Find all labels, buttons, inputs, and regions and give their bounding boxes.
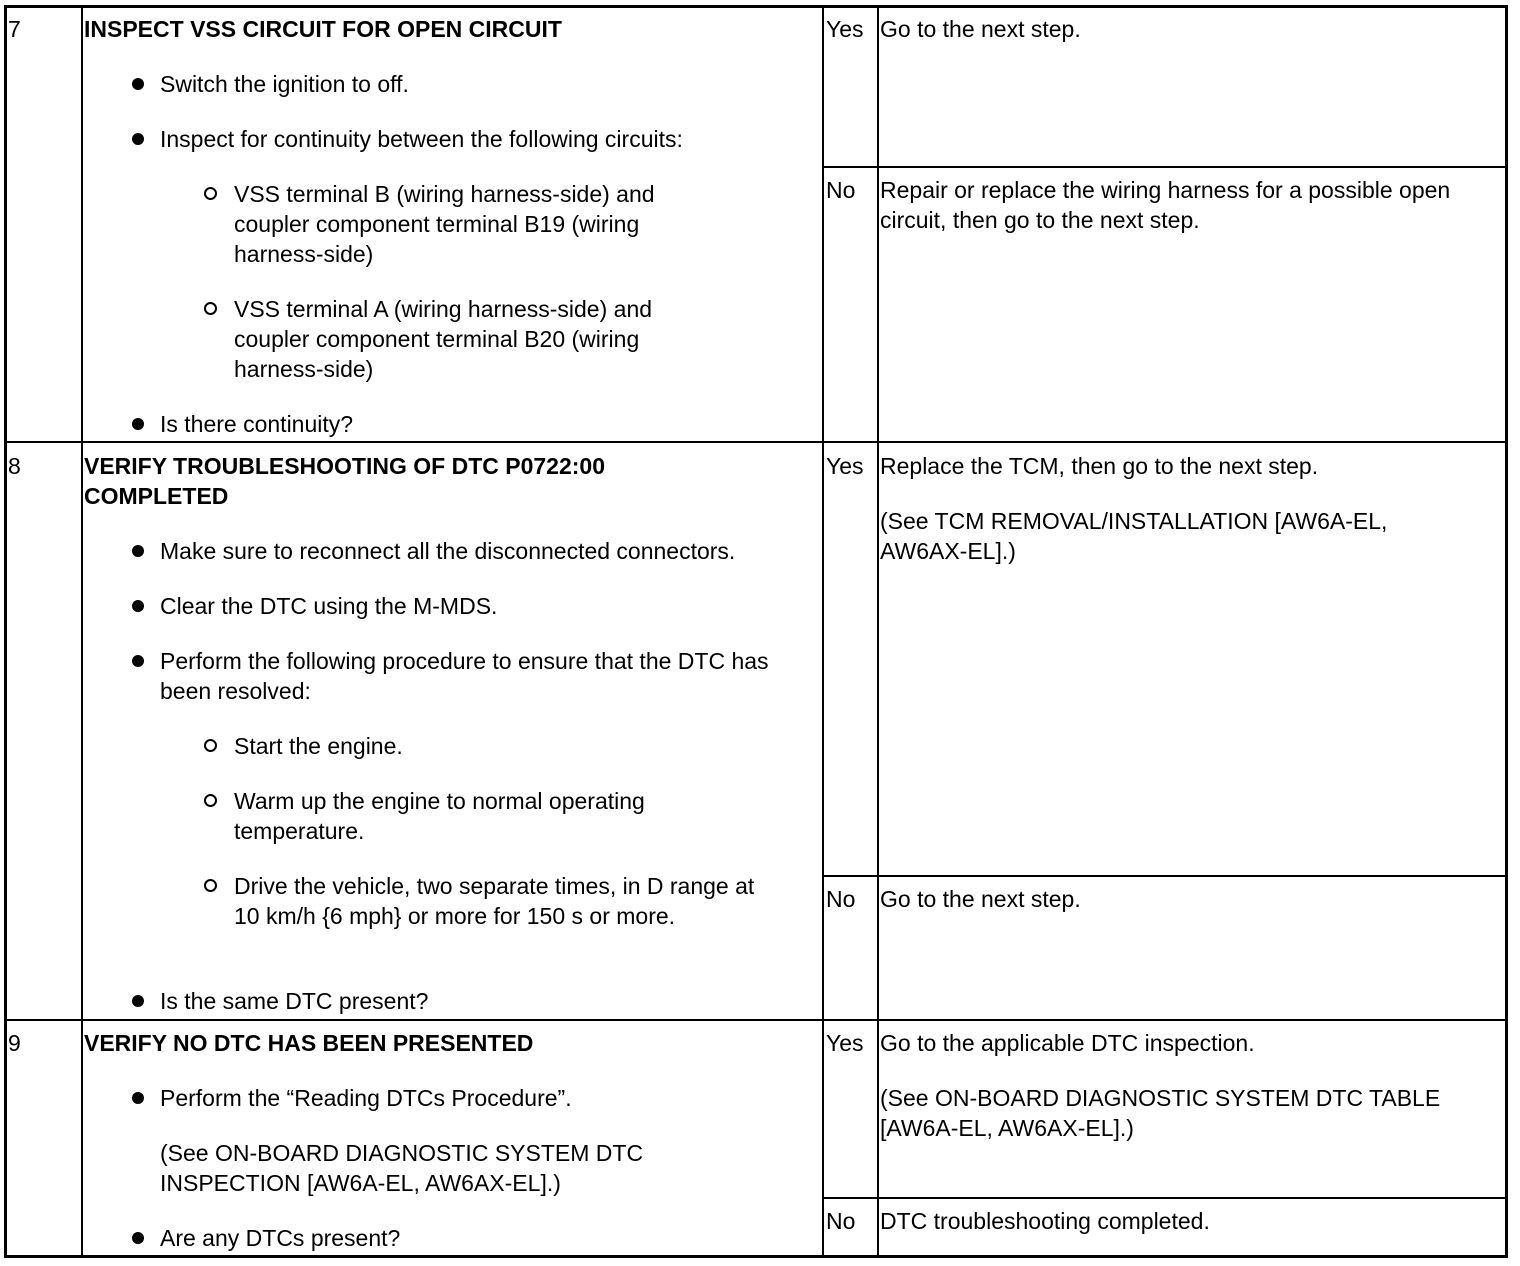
action-item: Perform the “Reading DTCs Procedure”. <box>160 1085 572 1111</box>
sub-bullet-icon <box>204 187 217 200</box>
step-number: 8 <box>8 453 21 479</box>
sub-item: Drive the vehicle, two separate times, in D range at 10 km/h {6 mph} or more for 150 s or more. <box>234 873 755 929</box>
step7-yes-no-divider <box>822 166 1506 168</box>
sub-bullet-icon <box>204 739 217 752</box>
bullet-icon <box>132 133 144 145</box>
bullet-icon <box>132 655 144 667</box>
step-number: 7 <box>8 16 21 42</box>
no-result: DTC troubleshooting completed. <box>880 1208 1210 1234</box>
action-item: Are any DTCs present? <box>160 1225 401 1251</box>
action-item: Clear the DTC using the M-MDS. <box>160 593 498 619</box>
sub-bullet-icon <box>204 794 217 807</box>
step-title: VERIFY TROUBLESHOOTING OF DTC P0722:00 COMPLETED <box>84 453 606 509</box>
bullet-icon <box>132 600 144 612</box>
yes-result: Go to the applicable DTC inspection. <box>880 1030 1255 1056</box>
no-label: No <box>826 1208 856 1234</box>
step-title: VERIFY NO DTC HAS BEEN PRESENTED <box>84 1030 534 1056</box>
yes-label: Yes <box>826 1030 864 1056</box>
column-divider-action <box>822 8 824 1256</box>
action-item: Inspect for continuity between the following circuits: <box>160 126 683 152</box>
action-reference: (See ON-BOARD DIAGNOSTIC SYSTEM DTC INSPECTION [AW6A-EL, AW6AX-EL].) <box>160 1140 644 1196</box>
sub-item: Start the engine. <box>234 733 403 759</box>
yes-label: Yes <box>826 453 864 479</box>
no-result: Repair or replace the wiring harness for a possible open circuit, then go to the next step. <box>880 177 1451 233</box>
bullet-icon <box>132 1092 144 1104</box>
column-divider-yesno <box>877 8 879 1256</box>
yes-reference: (See ON-BOARD DIAGNOSTIC SYSTEM DTC TABLE [AW6A-EL, AW6AX-EL].) <box>880 1085 1441 1141</box>
bullet-icon <box>132 545 144 557</box>
action-item: Is there continuity? <box>160 411 354 437</box>
action-item: Perform the following procedure to ensure that the DTC has been resolved: <box>160 648 769 704</box>
bullet-icon <box>132 1232 144 1244</box>
yes-label: Yes <box>826 16 864 42</box>
step8-yes-no-divider <box>822 875 1506 877</box>
sub-item: VSS terminal A (wiring harness-side) and coupler component terminal B20 (wiring harness-side) <box>234 296 653 382</box>
column-divider-step <box>81 8 83 1256</box>
bullet-icon <box>132 418 144 430</box>
action-item: Switch the ignition to off. <box>160 71 409 97</box>
no-label: No <box>826 177 856 203</box>
step9-yes-no-divider <box>822 1197 1506 1199</box>
action-item: Make sure to reconnect all the disconnected connectors. <box>160 538 736 564</box>
sub-item: VSS terminal B (wiring harness-side) and coupler component terminal B19 (wiring harness-side) <box>234 181 655 267</box>
no-label: No <box>826 886 856 912</box>
bullet-icon <box>132 995 144 1007</box>
row-divider-8-9 <box>7 1019 1506 1021</box>
step-title: INSPECT VSS CIRCUIT FOR OPEN CIRCUIT <box>84 16 562 42</box>
sub-bullet-icon <box>204 879 217 892</box>
yes-reference: (See TCM REMOVAL/INSTALLATION [AW6A-EL, AW6AX-EL].) <box>880 508 1388 564</box>
yes-result: Replace the TCM, then go to the next step. <box>880 453 1319 479</box>
no-result: Go to the next step. <box>880 886 1081 912</box>
sub-bullet-icon <box>204 302 217 315</box>
sub-item: Warm up the engine to normal operating temperature. <box>234 788 645 844</box>
action-item: Is the same DTC present? <box>160 988 429 1014</box>
row-divider-7-8 <box>7 441 1506 443</box>
bullet-icon <box>132 78 144 90</box>
step-number: 9 <box>8 1030 21 1056</box>
yes-result: Go to the next step. <box>880 16 1081 42</box>
